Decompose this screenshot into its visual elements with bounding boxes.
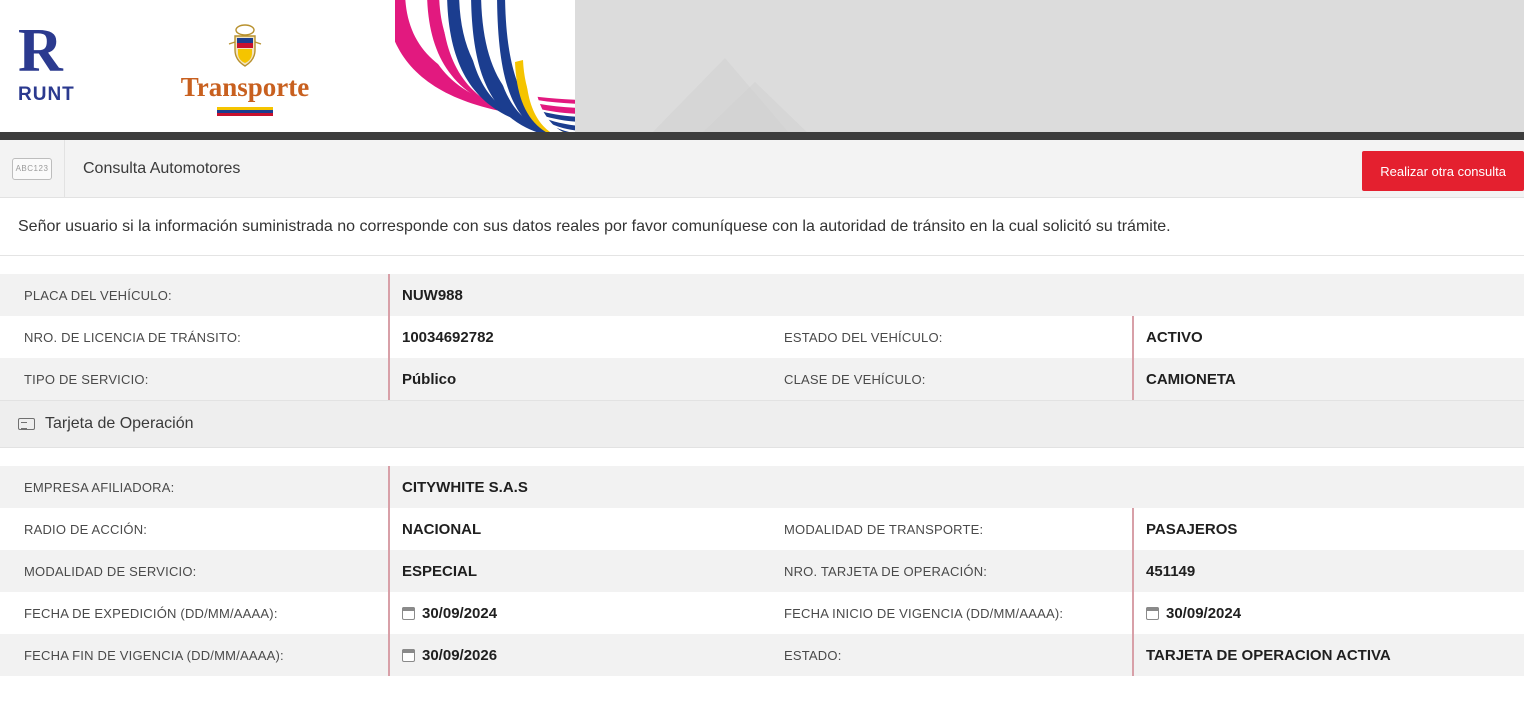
header-bottom-rule [0,132,1524,140]
operation-card-table [0,466,1524,676]
section-title: Tarjeta de Operación [45,415,194,432]
table-row [0,466,1524,508]
new-query-button[interactable]: Realizar otra consulta [1362,151,1524,191]
table-row [0,550,1524,592]
table-row [0,634,1524,676]
field-value: NACIONAL [388,508,760,550]
field-label: FECHA DE EXPEDICIÓN (DD/MM/AAAA): [24,605,278,621]
field-label: NRO. TARJETA DE OPERACIÓN: [784,563,988,579]
card-icon [18,418,35,430]
field-value: PASAJEROS [1132,508,1524,550]
page-title: Consulta Automotores [83,159,241,177]
user-notice: Señor usuario si la información suministrada no corresponde con sus datos reales por favor comuníquese con la autoridad de tránsito en la cual solicitó su trámite. [0,198,1524,256]
field-label: CLASE DE VEHÍCULO: [784,371,926,387]
table-row [0,274,1524,316]
license-plate-icon: ABC123 [12,158,52,180]
runt-logo-text: RUNT [18,84,75,105]
field-value-date [1132,592,1524,634]
field-value: TARJETA DE OPERACION ACTIVA [1132,634,1524,676]
ministry-label: Transporte [180,72,310,102]
runt-logo [18,17,98,120]
table-row [0,358,1524,400]
field-label: NRO. DE LICENCIA DE TRÁNSITO: [24,329,241,345]
field-label: FECHA FIN DE VIGENCIA (DD/MM/AAAA): [24,647,284,663]
field-value: CITYWHITE S.A.S [388,466,1524,508]
field-value-date [388,592,760,634]
header-wave-graphic [395,0,1055,140]
calendar-icon [402,607,415,620]
date-text: 30/09/2026 [422,646,498,664]
field-label: FECHA INICIO DE VIGENCIA (DD/MM/AAAA): [784,605,1064,621]
field-value-date [388,634,760,676]
vehicle-info-table [0,274,1524,400]
section-header-tarjeta-operacion[interactable] [0,400,1524,448]
titlebar-divider [64,140,65,198]
field-value: Público [388,358,760,400]
page-titlebar [0,140,1524,198]
colombia-coat-of-arms-icon [225,22,265,70]
ministry-of-transport-logo [170,22,320,116]
field-label: PLACA DEL VEHÍCULO: [24,287,172,303]
calendar-icon [1146,607,1159,620]
site-header [0,0,1524,140]
colombia-flag-bar [217,107,273,116]
field-label: RADIO DE ACCIÓN: [24,521,148,537]
spacer-top [0,256,1524,274]
field-label: TIPO DE SERVICIO: [24,371,149,387]
spacer-section [0,448,1524,466]
date-text: 30/09/2024 [422,604,498,622]
field-label: MODALIDAD DE TRANSPORTE: [784,521,984,537]
field-value: NUW988 [388,274,1524,316]
table-row [0,508,1524,550]
date-text: 30/09/2024 [1166,604,1242,622]
table-row [0,592,1524,634]
runt-logo-mark: R [18,17,61,85]
field-label: MODALIDAD DE SERVICIO: [24,563,197,579]
field-value: 451149 [1132,550,1524,592]
field-label: ESTADO: [784,647,842,663]
field-value: CAMIONETA [1132,358,1524,400]
field-label: ESTADO DEL VEHÍCULO: [784,329,943,345]
field-value: ESPECIAL [388,550,760,592]
calendar-icon [402,649,415,662]
field-label: EMPRESA AFILIADORA: [24,479,175,495]
field-value: 10034692782 [388,316,760,358]
table-row [0,316,1524,358]
field-value: ACTIVO [1132,316,1524,358]
